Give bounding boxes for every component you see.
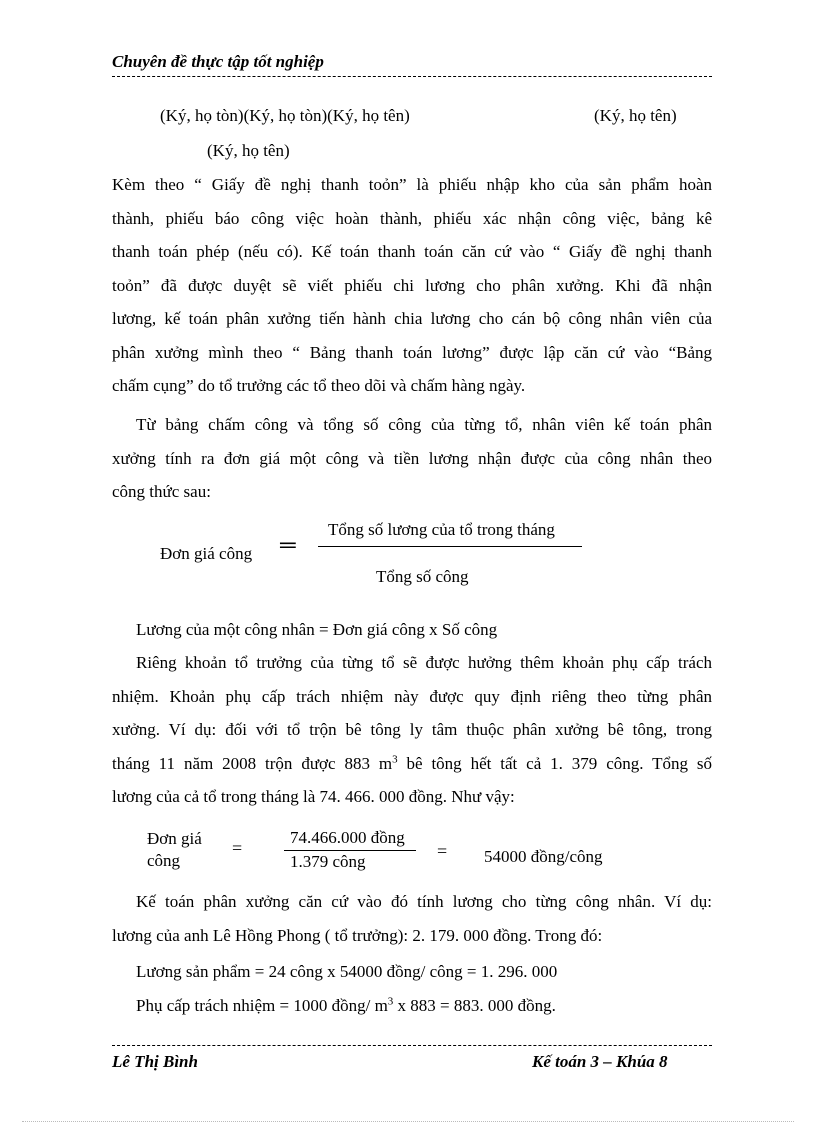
formula-lhs-line2: công [147, 851, 181, 870]
text-line: lương của anh Lê Hồng Phong ( tổ trưởng): 2. 179. 000 đồng. Trong đó: [112, 925, 603, 945]
page-header [112, 52, 712, 77]
header-title: Chuyên đề thực tập tốt nghiệp [112, 52, 324, 71]
fraction-bar [318, 546, 582, 547]
paragraph-attachments [112, 168, 712, 403]
text-line: công thức sau: [112, 482, 211, 501]
footer-divider [112, 1045, 712, 1046]
text-line: chấm cụng” do tổ trưởng các tổ theo dõi và chấm hàng ngày. [112, 376, 526, 395]
signature-label-right: (Ký, họ tên) [594, 106, 677, 125]
formula-lhs: Đơn giá công [160, 544, 253, 563]
text-line-with-superscript [112, 747, 712, 781]
text-line: thanh toán phép (nếu có). Kế toán thanh toán căn cứ vào “ Giấy đề nghị thanh [112, 242, 712, 261]
equals-sign: = [232, 838, 243, 858]
text-line: toỏn” đã được duyệt sẽ viết phiếu chi lương cho phân xưởng. Khi đã nhận [112, 275, 712, 295]
paragraph-unit-price-intro [112, 408, 712, 509]
fraction-bar [284, 850, 416, 851]
allowance-line [136, 996, 556, 1016]
paragraph-example [112, 885, 712, 952]
text-line: Kèm theo “ Giấy đề nghị thanh toỏn” là phiếu nhập kho của sản phẩm hoàn [112, 175, 712, 194]
product-salary-line: Lương sản phẩm = 24 công x 54000 đồng/ công = 1. 296. 000 [136, 962, 558, 981]
footer-author: Lê Thị Bình [112, 1052, 198, 1071]
signature-labels-left: (Ký, họ tòn)(Ký, họ tòn)(Ký, họ tên) [160, 106, 410, 125]
text-line: nhiệm. Khoản phụ cấp trách nhiệm này được quy định riêng theo từng phân [112, 686, 712, 706]
formula-result: 54000 đồng/công [484, 847, 603, 866]
text-part: Phụ cấp trách nhiệm = 1000 đồng/ m [136, 996, 388, 1015]
superscript: 3 [392, 752, 398, 765]
formula-denominator: Tổng số công [376, 567, 469, 586]
equals-sign: = [437, 841, 448, 861]
text-line: xưởng tính ra đơn giá một công và tiền lương nhận được của công nhân theo [112, 448, 712, 468]
superscript: 3 [387, 995, 394, 1008]
formula-lhs-line1: Đơn giá [147, 829, 202, 848]
text-part: bê tông hết tất cả 1. 379 công. Tổng số [397, 753, 712, 773]
text-line: phân xưởng mình theo “ Bảng thanh toán lương” được lập căn cứ vào “Bảng [112, 342, 712, 362]
text-line: Từ bảng chấm công và tổng số công của từng tổ, nhân viên kế toán phân [136, 415, 712, 434]
formula-numerator: 74.466.000 đồng [290, 828, 405, 847]
text-part: x 883 = 883. 000 đồng. [393, 996, 556, 1015]
text-line: lương của cả tổ trong tháng là 74. 466. 000 đồng. Như vậy: [112, 787, 515, 806]
text-line: Kế toán phân xưởng căn cứ vào đó tính lương cho từng công nhân. Ví dụ: [136, 892, 712, 911]
footer-class: Kế toán 3 – Khúa 8 [532, 1052, 668, 1071]
text-part: tháng 11 năm 2008 trộn được 883 m [112, 753, 393, 773]
page-bottom-border [22, 1121, 794, 1122]
text-line: thành, phiếu báo công việc hoàn thành, phiếu xác nhận công việc, bảng kê [112, 208, 712, 228]
formula-numerator: Tổng số lương của tổ trong tháng [328, 520, 555, 539]
formula-denominator: 1.379 công [290, 852, 366, 871]
text-line: xưởng. Ví dụ: đối với tổ trộn bê tông ly tâm thuộc phân xưởng bê tông, trong [112, 720, 712, 739]
equals-sign: ═ [280, 532, 296, 557]
paragraph-allowance [112, 646, 712, 814]
signature-label-second-row: (Ký, họ tên) [207, 141, 290, 160]
text-line: Riêng khoản tổ trưởng của từng tổ sẽ được hưởng thêm khoản phụ cấp trách [136, 653, 712, 672]
text-line: lương, kế toán phân xưởng tiến hành chia lương cho cán bộ công nhân viên của [112, 309, 712, 328]
formula-worker-salary: Lương của một công nhân = Đơn giá công x Số công [136, 620, 498, 639]
